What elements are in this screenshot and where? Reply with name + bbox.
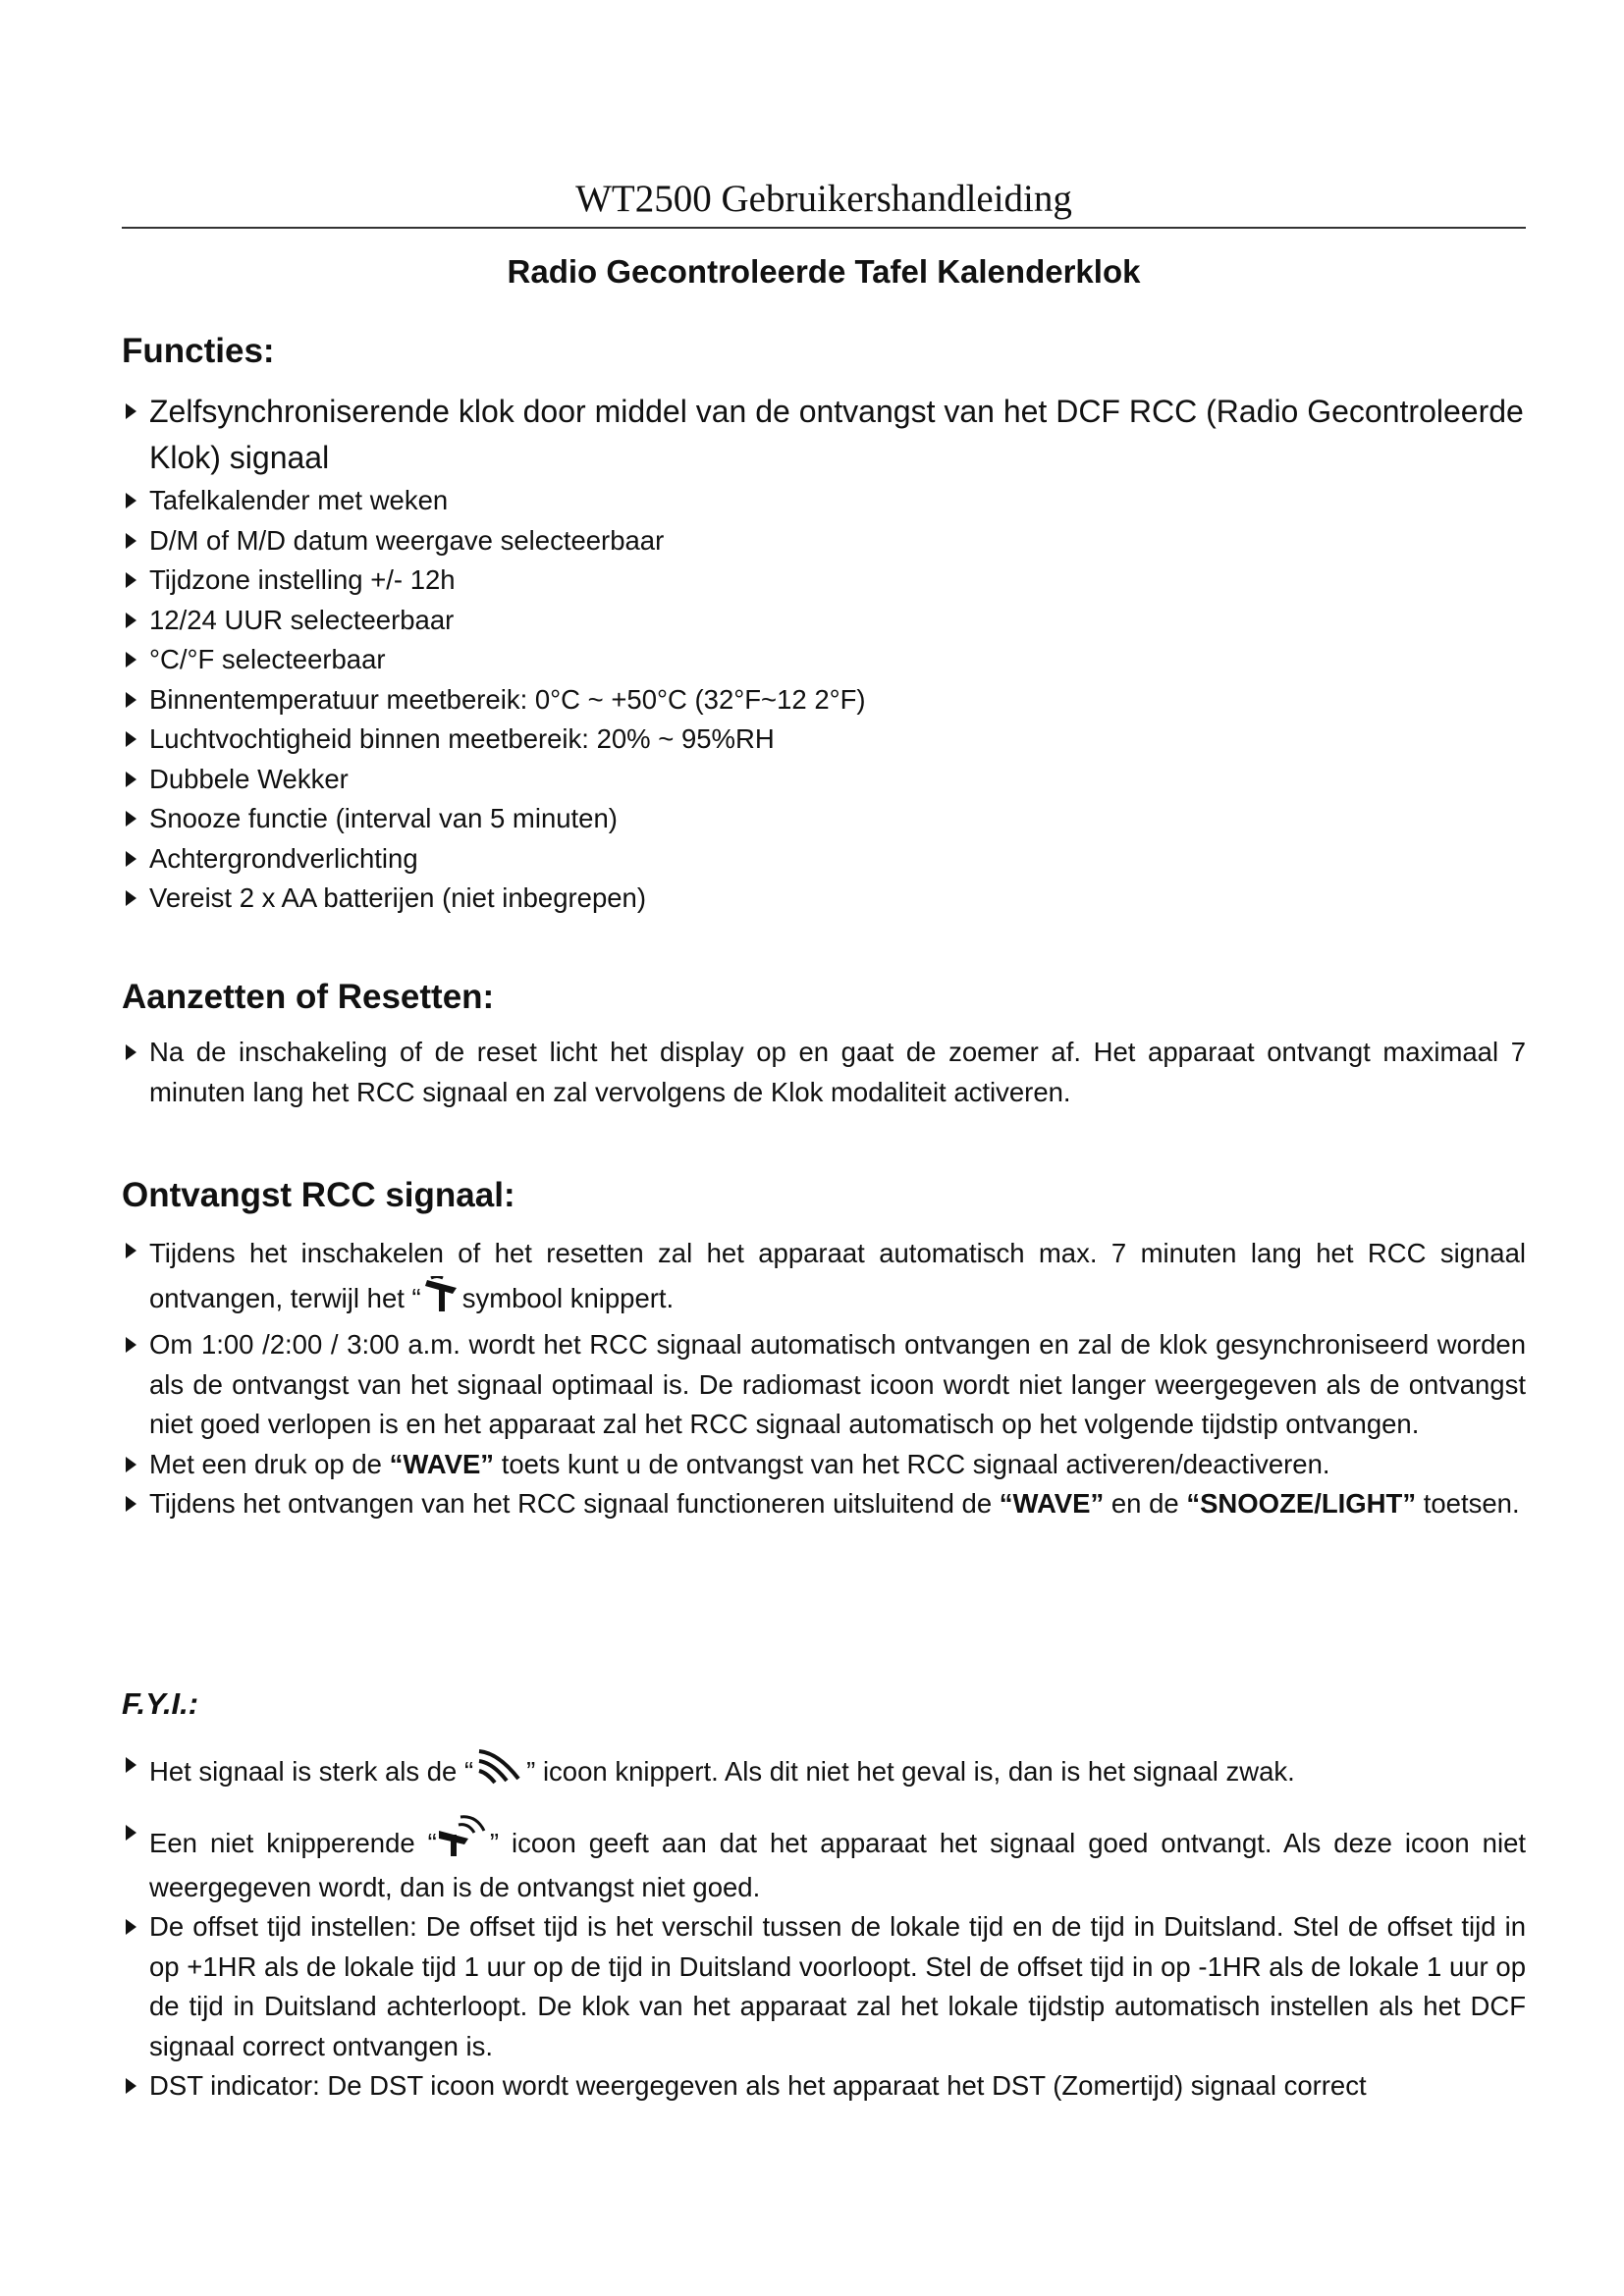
rcc-item1-text: Tijdens het inschakelen of het resetten zal het apparaat automatisch max. 7 minuten lang het RCC signaal ontvangen, terwijl het “ (149, 1238, 1526, 1313)
fyi-section (122, 1686, 1526, 2107)
list-item: °C/°F selecteerbaar (122, 640, 1526, 680)
list-item: Binnentemperatuur meetbereik: 0°C ~ +50°C (32°F~12 2°F) (122, 680, 1526, 721)
list-item: Tafelkalender met weken (122, 481, 1526, 521)
list-item: Achtergrondverlichting (122, 839, 1526, 880)
list-item: Om 1:00 /2:00 / 3:00 a.m. wordt het RCC signaal automatisch ontvangen en zal de klok gesynchroniseerd worden als de ontvangst van het signaal optimaal is. De radiomast icoon wordt niet langer weergegeven als de ontvangst niet goed verlopen is en het apparaat zal het RCC signaal automatisch op het volgende tijdstip ontvangen. (122, 1325, 1526, 1445)
rcc-item4-text: Tijdens het ontvangen van het RCC signaal functioneren uitsluitend de (149, 1488, 1000, 1519)
reset-heading: Aanzetten of Resetten: (122, 978, 495, 1016)
radio-mast-icon (423, 1276, 460, 1325)
document-title: WT2500 Gebruikershandleiding (122, 177, 1526, 229)
list-item: Luchtvochtigheid binnen meetbereik: 20% ~ 95%RH (122, 720, 1526, 760)
list-item: Vereist 2 x AA batterijen (niet inbegrepen) (122, 879, 1526, 919)
fyi-item2-suffix: ” icoon geeft aan dat het apparaat het signaal goed ontvangt. Als deze icoon niet weergegeven wordt, dan is de ontvangst niet goed. (149, 1828, 1526, 1902)
rcc-item1-suffix: symbool knippert. (461, 1283, 675, 1313)
rcc-item4-suffix: toetsen. (1416, 1488, 1520, 1519)
rcc-item3-suffix: toets kunt u de ontvangst van het RCC signaal activeren/deactiveren. (494, 1448, 1330, 1479)
fyi-item1-suffix: ” icoon knippert. Als dit niet het geval is, dan is het signaal zwak. (526, 1756, 1295, 1787)
rcc-item4-mid: en de (1104, 1488, 1187, 1519)
snooze-light-key: “SNOOZE/LIGHT” (1186, 1488, 1417, 1519)
list-item: Zelfsynchroniserende klok door middel van de ontvangst van het DCF RCC (Radio Gecontroleerde Klok) signaal (122, 389, 1526, 481)
fyi-item2-text: Een niet knipperende “ (149, 1828, 437, 1858)
list-item: De offset tijd instellen: De offset tijd is het verschil tussen de lokale tijd en de tijd in Duitsland. Stel de offset tijd in op +1HR als de lokale tijd 1 uur op de tijd in Duitsland voorloopt. Stel de offset tijd in op -1HR als de lokale 1 uur op de tijd in Duitsland achterloopt. De klok van het apparaat zal het lokale tijdstip automatisch instellen als het DCF signaal correct ontvangen is. (122, 1907, 1526, 2066)
list-item (122, 1813, 1526, 1907)
list-item (122, 1445, 1526, 1485)
rcc-heading: Ontvangst RCC signaal: (122, 1176, 515, 1214)
radio-tower-signal-icon (439, 1813, 488, 1868)
fyi-item1-text: Het signaal is sterk als de “ (149, 1756, 474, 1787)
functions-list (122, 389, 1526, 919)
rcc-list (122, 1231, 1526, 1524)
wave-key: “WAVE” (389, 1448, 495, 1479)
list-item: Na de inschakeling of de reset licht het display op en gaat de zoemer af. Het apparaat ontvangt maximaal 7 minuten lang het RCC signaal en zal vervolgens de Klok modaliteit activeren. (122, 1033, 1526, 1112)
list-item: Snooze functie (interval van 5 minuten) (122, 799, 1526, 839)
list-item (122, 1745, 1526, 1801)
list-item: D/M of M/D datum weergave selecteerbaar (122, 521, 1526, 561)
document-subtitle: Radio Gecontroleerde Tafel Kalenderklok (507, 253, 1141, 290)
functions-heading: Functies: (122, 332, 275, 370)
list-item (122, 1484, 1526, 1524)
list-item: Tijdzone instelling +/- 12h (122, 561, 1526, 601)
list-item: DST indicator: De DST icoon wordt weergegeven als het apparaat het DST (Zomertijd) signaal correct (122, 2066, 1526, 2107)
signal-waves-icon (475, 1745, 524, 1801)
reset-list (122, 1033, 1526, 1112)
rcc-section (122, 1176, 1526, 1524)
fyi-list (122, 1745, 1526, 2107)
list-item: 12/24 UUR selecteerbaar (122, 601, 1526, 641)
wave-key: “WAVE” (999, 1488, 1105, 1519)
list-item (122, 1231, 1526, 1325)
list-item: Dubbele Wekker (122, 760, 1526, 800)
reset-section (122, 978, 1526, 1112)
rcc-item3-text: Met een druk op de (149, 1448, 390, 1479)
fyi-heading: F.Y.I.: (122, 1686, 199, 1721)
functions-section (122, 332, 1526, 919)
